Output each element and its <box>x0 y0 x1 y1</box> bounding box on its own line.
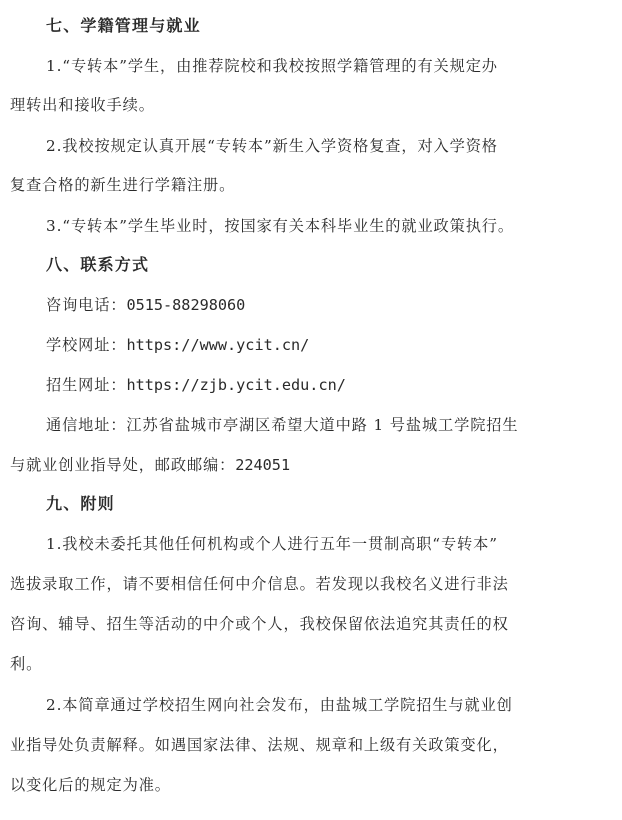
contact-phone-line <box>10 295 608 315</box>
section-heading-9: 九、附则 <box>46 494 115 513</box>
paragraph-9-1-line-3: 咨询、辅导、招生等活动的中介或个人，我校保留依法追究其责任的权 <box>10 615 509 633</box>
contact-address-line-2 <box>10 455 608 475</box>
paragraph-7-2-line-2: 复查合格的新生进行学籍注册。 <box>10 176 236 194</box>
website-label: 学校网址： <box>46 336 127 354</box>
contact-admission-line <box>10 375 608 395</box>
paragraph-7-3: 3.“专转本”学生毕业时，按国家有关本科毕业生的就业政策执行。 <box>46 217 514 235</box>
paragraph-7-1-line-2: 理转出和接收手续。 <box>10 96 155 114</box>
paragraph-9-1-line-2: 选拔录取工作，请不要相信任何中介信息。若发现以我校名义进行非法 <box>10 575 509 593</box>
phone-label: 咨询电话： <box>46 296 127 314</box>
admission-url: https://zjb.ycit.edu.cn/ <box>126 376 346 394</box>
postcode-label: 与就业创业指导处，邮政邮编： <box>10 456 236 474</box>
contact-website-line <box>10 335 608 355</box>
contact-address-line-1: 通信地址：江苏省盐城市亭湖区希望大道中路 1 号盐城工学院招生 <box>46 416 519 434</box>
phone-number: 0515-88298060 <box>126 296 246 314</box>
paragraph-7-2-line-1: 2.我校按规定认真开展“专转本”新生入学资格复查，对入学资格 <box>46 137 498 155</box>
website-url: https://www.ycit.cn/ <box>126 336 310 354</box>
paragraph-9-1-line-1: 1.我校未委托其他任何机构或个人进行五年一贯制高职“专转本” <box>46 535 498 553</box>
admission-label: 招生网址： <box>46 376 127 394</box>
postcode: 224051 <box>235 456 291 474</box>
section-heading-8: 八、联系方式 <box>46 255 150 274</box>
section-heading-7: 七、学籍管理与就业 <box>46 16 201 35</box>
paragraph-9-2-line-3: 以变化后的规定为准。 <box>10 776 171 794</box>
paragraph-9-1-line-4: 利。 <box>10 655 43 673</box>
paragraph-9-2-line-2: 业指导处负责解释。如遇国家法律、法规、规章和上级有关政策变化， <box>10 736 509 754</box>
paragraph-7-1-line-1: 1.“专转本”学生，由推荐院校和我校按照学籍管理的有关规定办 <box>46 57 498 75</box>
paragraph-9-2-line-1: 2.本简章通过学校招生网向社会发布，由盐城工学院招生与就业创 <box>46 696 513 714</box>
